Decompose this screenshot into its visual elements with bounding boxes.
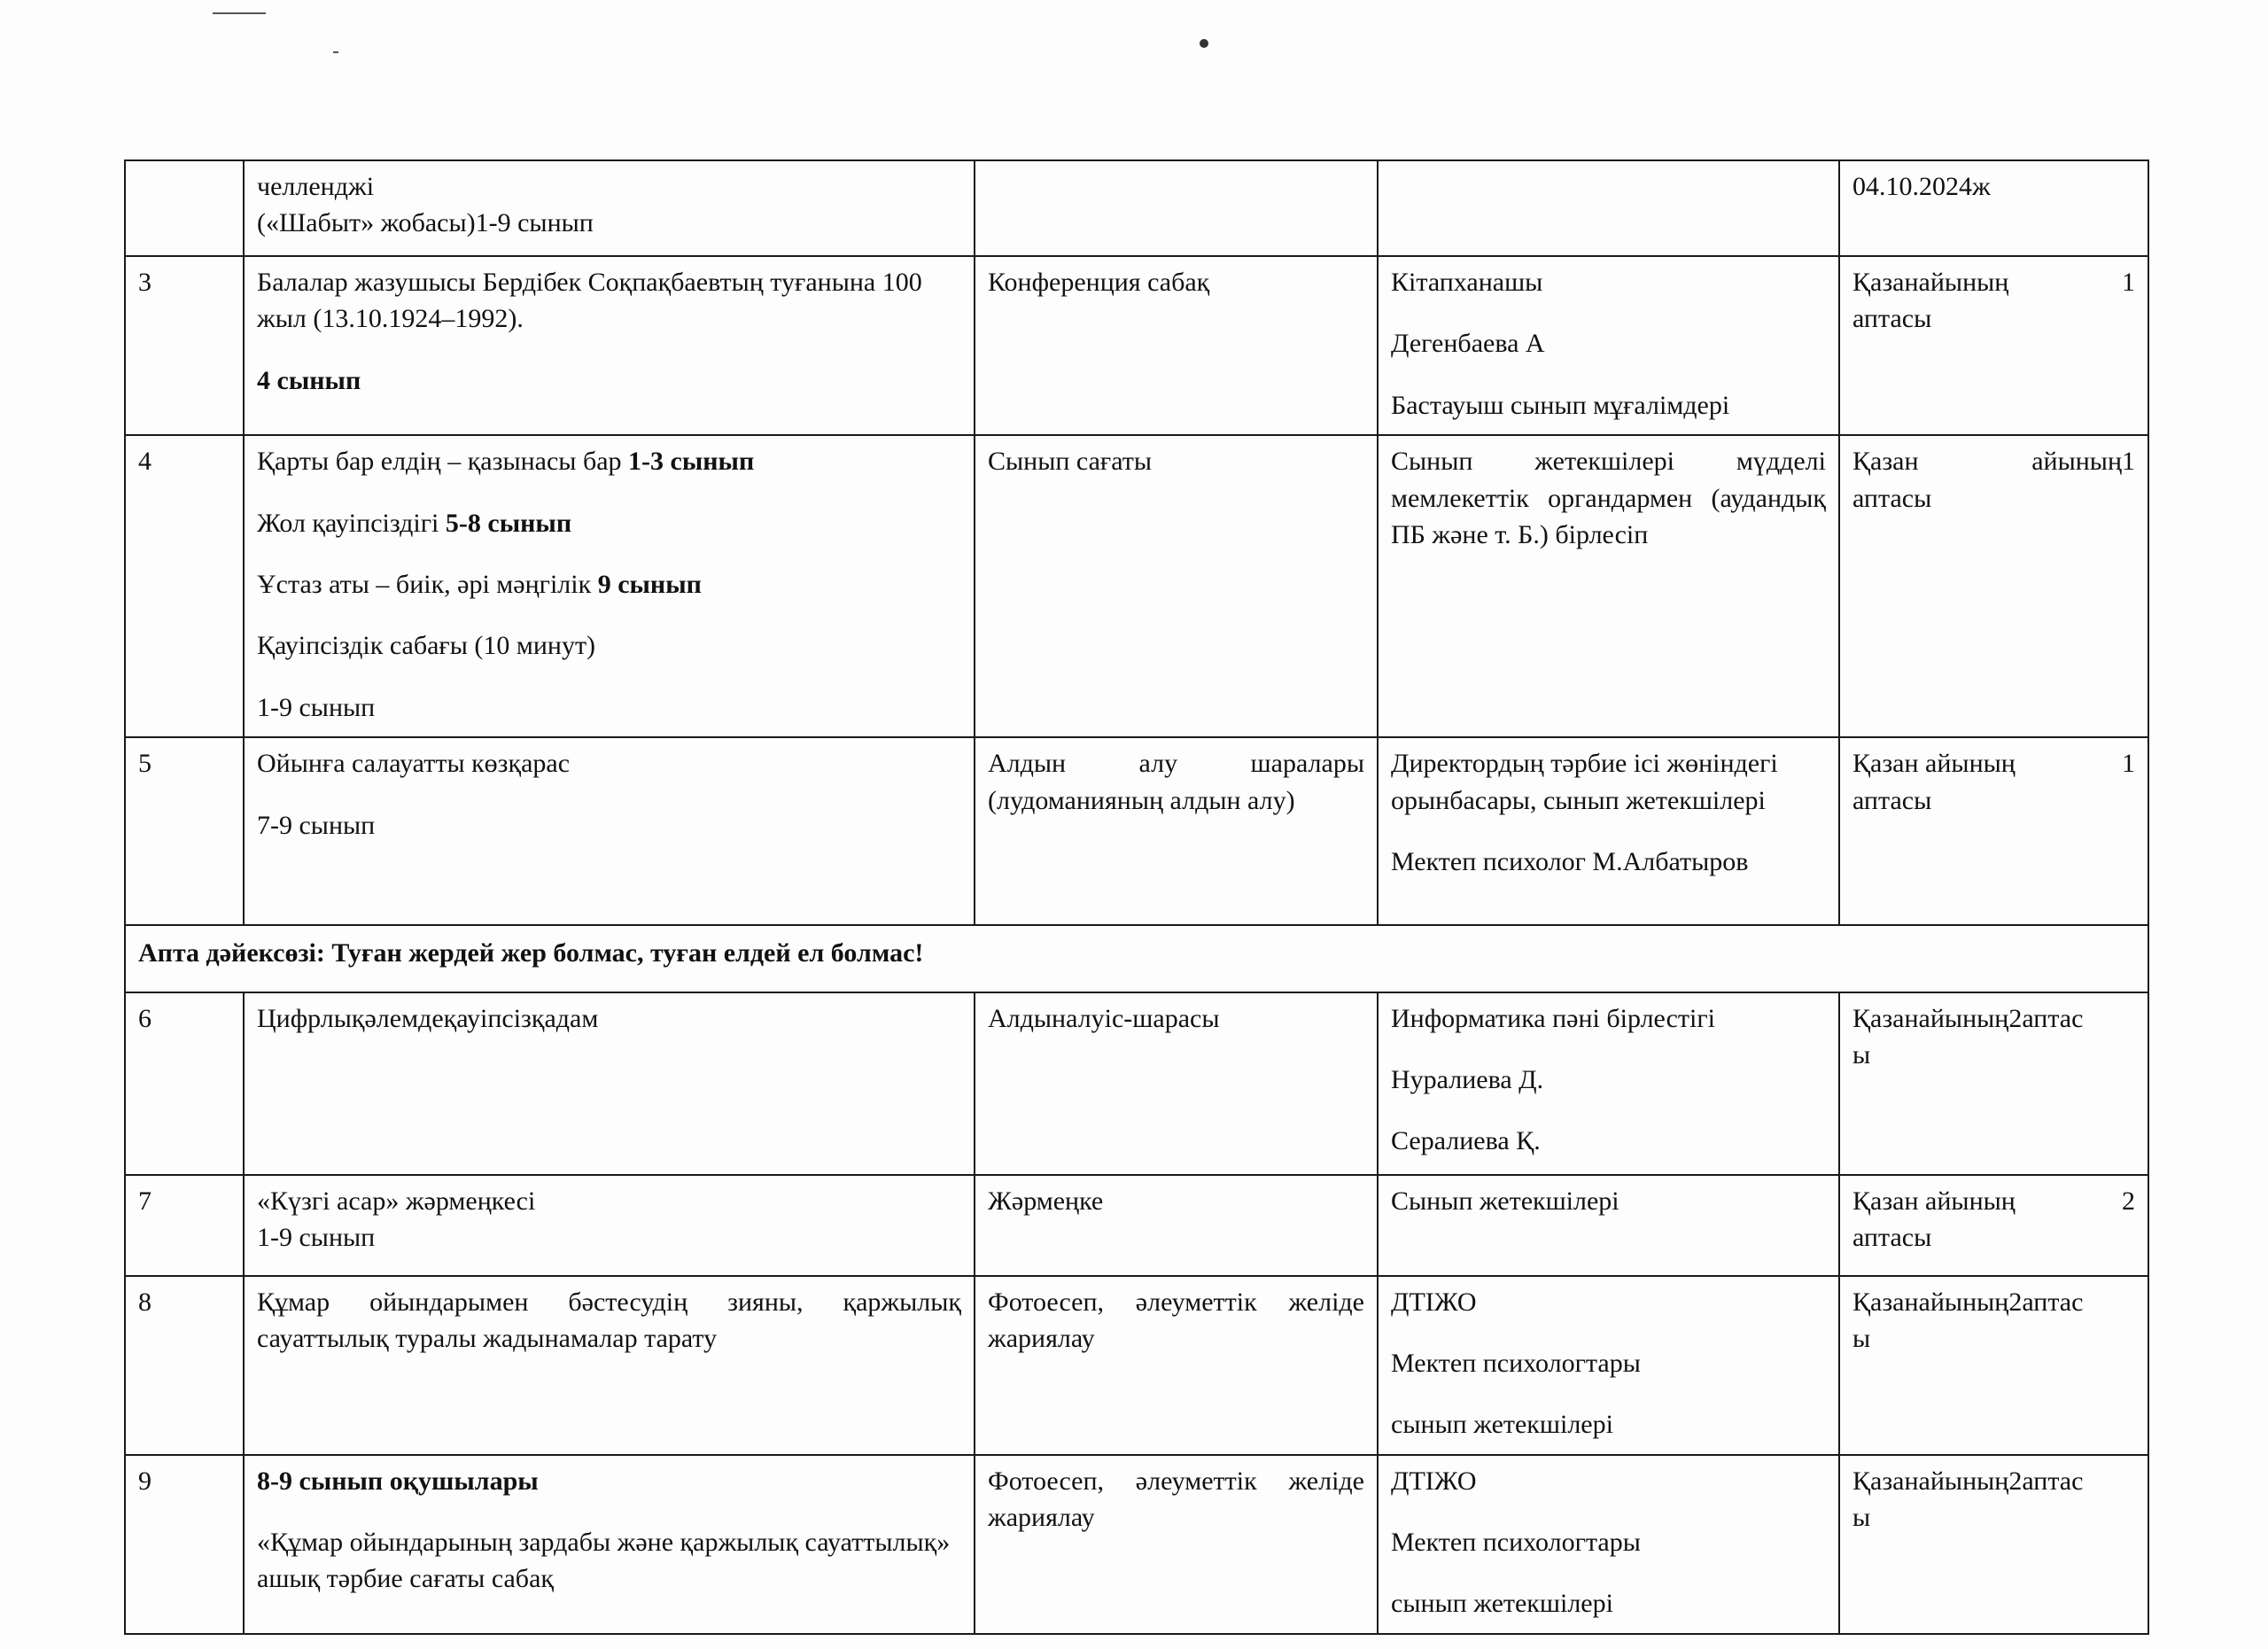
- responsible-line: Мектеп психологтары: [1391, 1348, 1641, 1378]
- table-row: [125, 160, 2148, 256]
- row-number: 3: [125, 256, 244, 435]
- responsible-cell: [1378, 737, 1839, 925]
- event-cell: [244, 160, 975, 256]
- date-text: ы: [1852, 1503, 1871, 1533]
- event-cell: [244, 1455, 975, 1634]
- form-cell: Алдын алу шаралары (лудоманияның алдын алу): [975, 737, 1378, 925]
- responsible-line: Информатика пәні бірлестігі: [1391, 1003, 1716, 1033]
- responsible-line: Сералиева Қ.: [1391, 1126, 1541, 1156]
- date-week: айының1: [2031, 447, 2135, 477]
- form-cell: Фотоесеп, әлеуметтік желіде жариялау: [975, 1276, 1378, 1455]
- table-row: [125, 1455, 2148, 1634]
- date-week: 1: [2122, 749, 2135, 779]
- event-line: Ұстаз аты – биік, әрі мәңгілік 9 сынып: [257, 569, 702, 599]
- responsible-line: ДТІЖО: [1391, 1466, 1477, 1496]
- event-line: («Шабыт» жобасы)1-9 сынып: [257, 208, 594, 238]
- responsible-line: Директордың тәрбие ісі жөніндегі орынбасары, сынып жетекшілері: [1391, 749, 1778, 815]
- scan-artifact: [213, 12, 266, 14]
- event-cell: [244, 1175, 975, 1276]
- event-class: 4 сынып: [257, 365, 361, 395]
- event-text: «Құмар ойындарының зардабы және қаржылық сауаттылық» ашық тәрбие сағаты сабақ: [257, 1528, 951, 1594]
- date-cell: [1839, 1455, 2148, 1634]
- event-line: 1-9 сынып: [257, 1222, 376, 1252]
- motto-row: [125, 925, 2148, 992]
- date-cell: [1839, 1175, 2148, 1276]
- responsible-line: сынып жетекшілері: [1391, 1410, 1613, 1440]
- date-cell: [1839, 1276, 2148, 1455]
- date-text: аптасы: [1852, 483, 1932, 513]
- row-number: 5: [125, 737, 244, 925]
- form-cell: Фотоесеп, әлеуметтік желіде жариялау: [975, 1455, 1378, 1634]
- date-text: Қазан айының: [1852, 749, 2016, 779]
- table-row: [125, 992, 2148, 1175]
- event-class: 8-9 сынып оқушылары: [257, 1466, 539, 1496]
- event-line: Ойынға салауатты көзқарас: [257, 749, 571, 779]
- event-cell: Цифрлықәлемдеқауіпсізқадам: [244, 992, 975, 1175]
- event-line: Қауіпсіздік сабағы (10 минут): [257, 631, 596, 661]
- date-cell: [1839, 737, 2148, 925]
- responsible-line: Дегенбаева А: [1391, 329, 1545, 359]
- responsible-line: Нуралиева Д.: [1391, 1064, 1544, 1094]
- row-number: 7: [125, 1175, 244, 1276]
- date-text: Қазанайының2аптас: [1852, 1287, 2084, 1317]
- form-cell: Сынып сағаты: [975, 435, 1378, 737]
- responsible-cell: [1378, 256, 1839, 435]
- date-text: аптасы: [1852, 785, 1932, 815]
- responsible-cell: [1378, 992, 1839, 1175]
- form-cell: [975, 160, 1378, 256]
- event-line: челленджі: [257, 172, 375, 201]
- event-line: 1-9 сынып: [257, 692, 376, 722]
- row-number: 9: [125, 1455, 244, 1634]
- date-text: ы: [1852, 1323, 1871, 1353]
- form-cell: Алдыналуіс-шарасы: [975, 992, 1378, 1175]
- responsible-cell: Сынып жетекшілері мүдделі мемлекеттік органдармен (аудандық ПБ және т. Б.) бірлесіп: [1378, 435, 1839, 737]
- date-cell: [1839, 256, 2148, 435]
- event-line: «Күзгі асар» жәрмеңкесі: [257, 1186, 536, 1216]
- event-cell: [244, 256, 975, 435]
- date-cell: [1839, 435, 2148, 737]
- responsible-line: Мектеп психолог М.Албатыров: [1391, 846, 1749, 876]
- week-motto: Апта дәйексөзі: Туған жердей жер болмас, туған елдей ел болмас!: [125, 925, 2148, 992]
- form-cell: Конференция сабақ: [975, 256, 1378, 435]
- date-text: Қазан айының: [1852, 1186, 2016, 1216]
- event-line: Қарты бар елдің – қазынасы бар 1-3 сынып: [257, 447, 755, 477]
- event-line: 7-9 сынып: [257, 810, 376, 840]
- row-number: 4: [125, 435, 244, 737]
- date-text: Қазанайының2аптас: [1852, 1003, 2084, 1033]
- date-cell: [1839, 992, 2148, 1175]
- responsible-line: сынып жетекшілері: [1391, 1589, 1613, 1619]
- date-text: аптасы: [1852, 1222, 1932, 1252]
- date-cell: 04.10.2024ж: [1839, 160, 2148, 256]
- event-line: Жол қауіпсіздігі 5-8 сынып: [257, 508, 572, 538]
- date-text: Қазанайының2аптас: [1852, 1466, 2084, 1496]
- form-cell: Жәрмеңке: [975, 1175, 1378, 1276]
- date-text: аптасы: [1852, 304, 1932, 334]
- row-number: 6: [125, 992, 244, 1175]
- row-number: 8: [125, 1276, 244, 1455]
- table-row: [125, 1276, 2148, 1455]
- date-text: Қазанайының: [1852, 268, 2009, 297]
- date-week: 2: [2122, 1186, 2135, 1216]
- table-row: [125, 737, 2148, 925]
- responsible-line: Бастауыш сынып мұғалімдері: [1391, 390, 1730, 420]
- table-row: [125, 256, 2148, 435]
- responsible-line: Кітапханашы: [1391, 268, 1543, 297]
- date-text: ы: [1852, 1039, 1871, 1070]
- date-text: Қазан: [1852, 447, 1919, 477]
- responsible-cell: [1378, 160, 1839, 256]
- event-cell: [244, 737, 975, 925]
- row-number: [125, 160, 244, 256]
- event-cell: [244, 435, 975, 737]
- scan-artifact: [1200, 39, 1208, 48]
- responsible-line: Мектеп психологтары: [1391, 1528, 1641, 1558]
- event-cell: Құмар ойындарымен бәстесудің зияны, қаржылық сауаттылық туралы жадынамалар тарату: [244, 1276, 975, 1455]
- responsible-cell: Сынып жетекшілері: [1378, 1175, 1839, 1276]
- responsible-cell: [1378, 1455, 1839, 1634]
- responsible-line: ДТІЖО: [1391, 1287, 1477, 1317]
- event-plan-table: [124, 159, 2149, 1635]
- table-row: [125, 435, 2148, 737]
- date-week: 1: [2122, 268, 2135, 297]
- scan-artifact: [333, 51, 338, 53]
- table-row: [125, 1175, 2148, 1276]
- event-text: Балалар жазушысы Бердібек Соқпақбаевтың туғанына 100 жыл (13.10.1924–1992).: [257, 268, 922, 334]
- responsible-cell: [1378, 1276, 1839, 1455]
